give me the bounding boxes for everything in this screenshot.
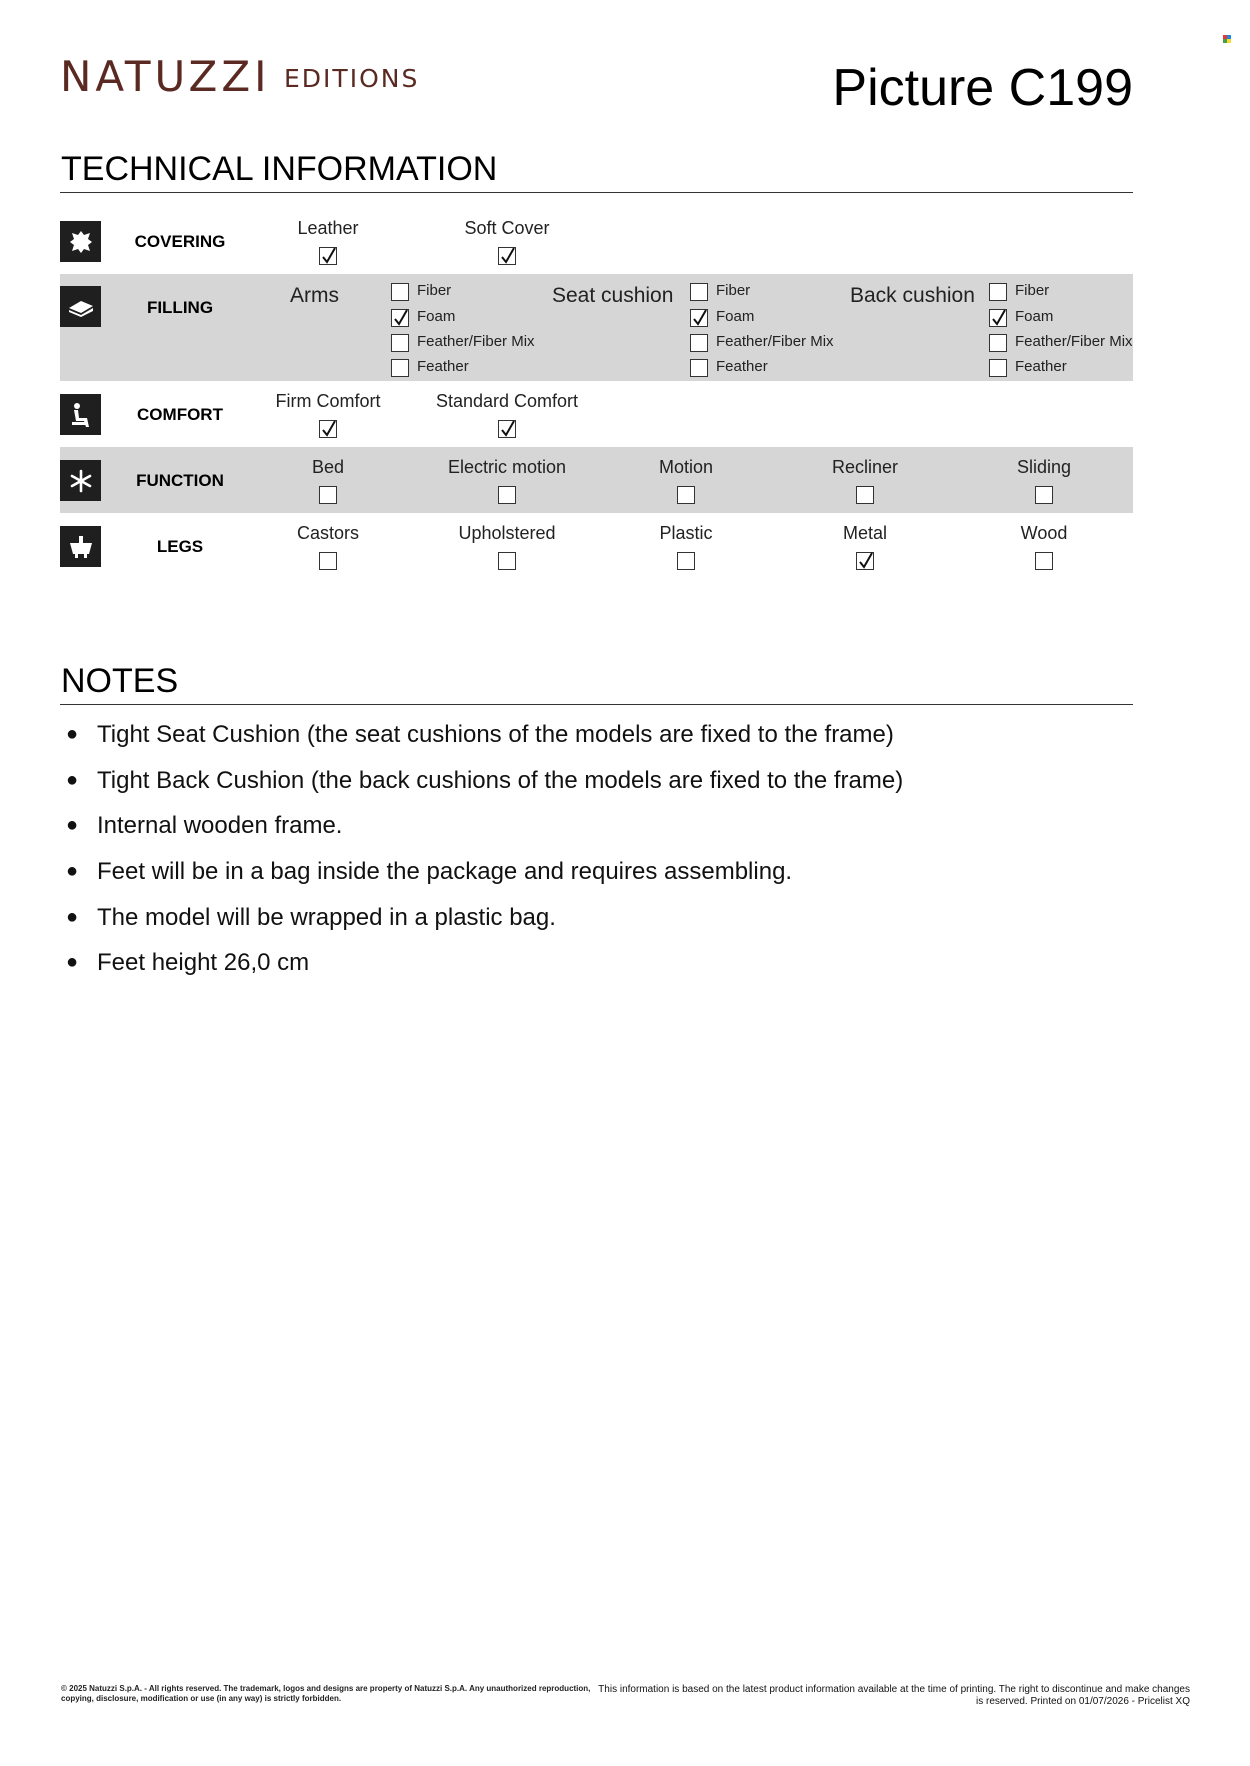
checkbox-standard-comfort[interactable] bbox=[498, 420, 516, 438]
filling-group-back-cushion: Back cushion bbox=[850, 284, 975, 307]
option-label-recliner: Recliner bbox=[831, 457, 899, 477]
copyright-notice: © 2025 Natuzzi S.p.A. - All rights reserved. The trademark, logos and designs are property of Natuzzi S.p.A. Any unauthorized reproduction, copying, disclosure, modification or use (in any way) is strictly forbidden. bbox=[61, 1684, 591, 1703]
option-label-sliding: Sliding bbox=[1016, 457, 1072, 477]
list-item: ● Feet will be in a bag inside the package and requires assembling. bbox=[66, 858, 793, 885]
covering-label: COVERING bbox=[134, 232, 226, 251]
note-text: Tight Seat Cushion (the seat cushions of the models are fixed to the frame) bbox=[97, 721, 894, 748]
back-feather-label: Feather bbox=[1015, 358, 1067, 375]
filling-group-seat-cushion: Seat cushion bbox=[552, 284, 674, 307]
notes-divider bbox=[60, 704, 1133, 705]
technical-heading: TECHNICAL INFORMATION bbox=[61, 150, 498, 188]
list-item: ● Tight Back Cushion (the back cushions of the models are fixed to the frame) bbox=[66, 767, 904, 794]
checkbox-seat-feather-fiber-mix[interactable] bbox=[690, 334, 708, 352]
checkbox-arms-fiber[interactable] bbox=[391, 283, 409, 301]
checkbox-bed[interactable] bbox=[319, 486, 337, 504]
legs-label: LEGS bbox=[156, 537, 204, 556]
seated-person-icon bbox=[60, 394, 101, 435]
seat-feather-label: Feather bbox=[716, 358, 768, 375]
checkbox-arms-feather-fiber-mix[interactable] bbox=[391, 334, 409, 352]
checkbox-upholstered[interactable] bbox=[498, 552, 516, 570]
checkbox-back-feather[interactable] bbox=[989, 359, 1007, 377]
option-label-plastic: Plastic bbox=[659, 523, 713, 543]
option-label-upholstered: Upholstered bbox=[458, 523, 556, 543]
checkbox-seat-fiber[interactable] bbox=[690, 283, 708, 301]
back-fiber-label: Fiber bbox=[1015, 282, 1050, 299]
comfort-label: COMFORT bbox=[137, 405, 223, 424]
option-label-soft-cover: Soft Cover bbox=[464, 218, 550, 238]
sofa-leg-icon bbox=[60, 526, 101, 567]
back-feather-fiber-mix-label: Feather/Fiber Mix bbox=[1015, 333, 1133, 350]
asterisk-icon bbox=[60, 460, 101, 501]
note-text: Internal wooden frame. bbox=[97, 812, 343, 839]
checkbox-metal[interactable] bbox=[856, 552, 874, 570]
arms-fiber-label: Fiber bbox=[417, 282, 452, 299]
checkbox-seat-foam[interactable] bbox=[690, 309, 708, 327]
checkbox-wood[interactable] bbox=[1035, 552, 1053, 570]
checkbox-castors[interactable] bbox=[319, 552, 337, 570]
arms-feather-fiber-mix-label: Feather/Fiber Mix bbox=[417, 333, 535, 350]
note-text: Tight Back Cushion (the back cushions of the models are fixed to the frame) bbox=[97, 767, 904, 794]
checkbox-back-fiber[interactable] bbox=[989, 283, 1007, 301]
checkbox-arms-feather[interactable] bbox=[391, 359, 409, 377]
checkbox-leather[interactable] bbox=[319, 247, 337, 265]
option-label-bed: Bed bbox=[311, 457, 345, 477]
hide-icon bbox=[60, 221, 101, 262]
filling-label: FILLING bbox=[146, 298, 214, 317]
brand-logo: NATUZZI bbox=[60, 52, 271, 101]
seat-foam-label: Foam bbox=[716, 308, 755, 325]
list-item: ● Internal wooden frame. bbox=[66, 812, 343, 839]
checkbox-back-foam[interactable] bbox=[989, 309, 1007, 327]
note-text: Feet will be in a bag inside the package and requires assembling. bbox=[97, 858, 793, 885]
checkbox-sliding[interactable] bbox=[1035, 486, 1053, 504]
brand-sublogo: EDITIONS bbox=[284, 64, 420, 93]
seat-feather-fiber-mix-label: Feather/Fiber Mix bbox=[716, 333, 834, 350]
technical-divider bbox=[60, 192, 1133, 193]
checkbox-plastic[interactable] bbox=[677, 552, 695, 570]
cushion-icon bbox=[60, 286, 101, 327]
document-title: Picture C199 bbox=[832, 59, 1133, 117]
checkbox-electric-motion[interactable] bbox=[498, 486, 516, 504]
option-label-motion: Motion bbox=[658, 457, 714, 477]
notes-heading: NOTES bbox=[61, 662, 179, 700]
checkbox-seat-feather[interactable] bbox=[690, 359, 708, 377]
list-item: ● Tight Seat Cushion (the seat cushions of the models are fixed to the frame) bbox=[66, 721, 894, 748]
option-label-castors: Castors bbox=[296, 523, 360, 543]
filling-group-arms: Arms bbox=[290, 284, 339, 307]
arms-foam-label: Foam bbox=[417, 308, 456, 325]
color-registration-mark bbox=[1223, 35, 1231, 43]
print-disclaimer: This information is based on the latest product information available at the time of printing. The right to discontinue and make changes is reserved. Printed on 01/07/2026 - Pricelist XQ bbox=[598, 1684, 1190, 1707]
list-item: ● Feet height 26,0 cm bbox=[66, 949, 310, 976]
option-label-metal: Metal bbox=[842, 523, 888, 543]
function-label: FUNCTION bbox=[136, 471, 224, 490]
seat-fiber-label: Fiber bbox=[716, 282, 751, 299]
note-text: The model will be wrapped in a plastic bag. bbox=[97, 904, 556, 931]
list-item: ● The model will be wrapped in a plastic bag. bbox=[66, 904, 556, 931]
checkbox-firm-comfort[interactable] bbox=[319, 420, 337, 438]
checkbox-soft-cover[interactable] bbox=[498, 247, 516, 265]
back-foam-label: Foam bbox=[1015, 308, 1054, 325]
checkbox-arms-foam[interactable] bbox=[391, 309, 409, 327]
option-label-firm-comfort: Firm Comfort bbox=[275, 391, 381, 411]
option-label-electric-motion: Electric motion bbox=[447, 457, 567, 477]
option-label-wood: Wood bbox=[1020, 523, 1068, 543]
note-text: Feet height 26,0 cm bbox=[97, 949, 310, 976]
checkbox-motion[interactable] bbox=[677, 486, 695, 504]
option-label-standard-comfort: Standard Comfort bbox=[435, 391, 579, 411]
arms-feather-label: Feather bbox=[417, 358, 469, 375]
checkbox-back-feather-fiber-mix[interactable] bbox=[989, 334, 1007, 352]
checkbox-recliner[interactable] bbox=[856, 486, 874, 504]
option-label-leather: Leather bbox=[297, 218, 359, 238]
